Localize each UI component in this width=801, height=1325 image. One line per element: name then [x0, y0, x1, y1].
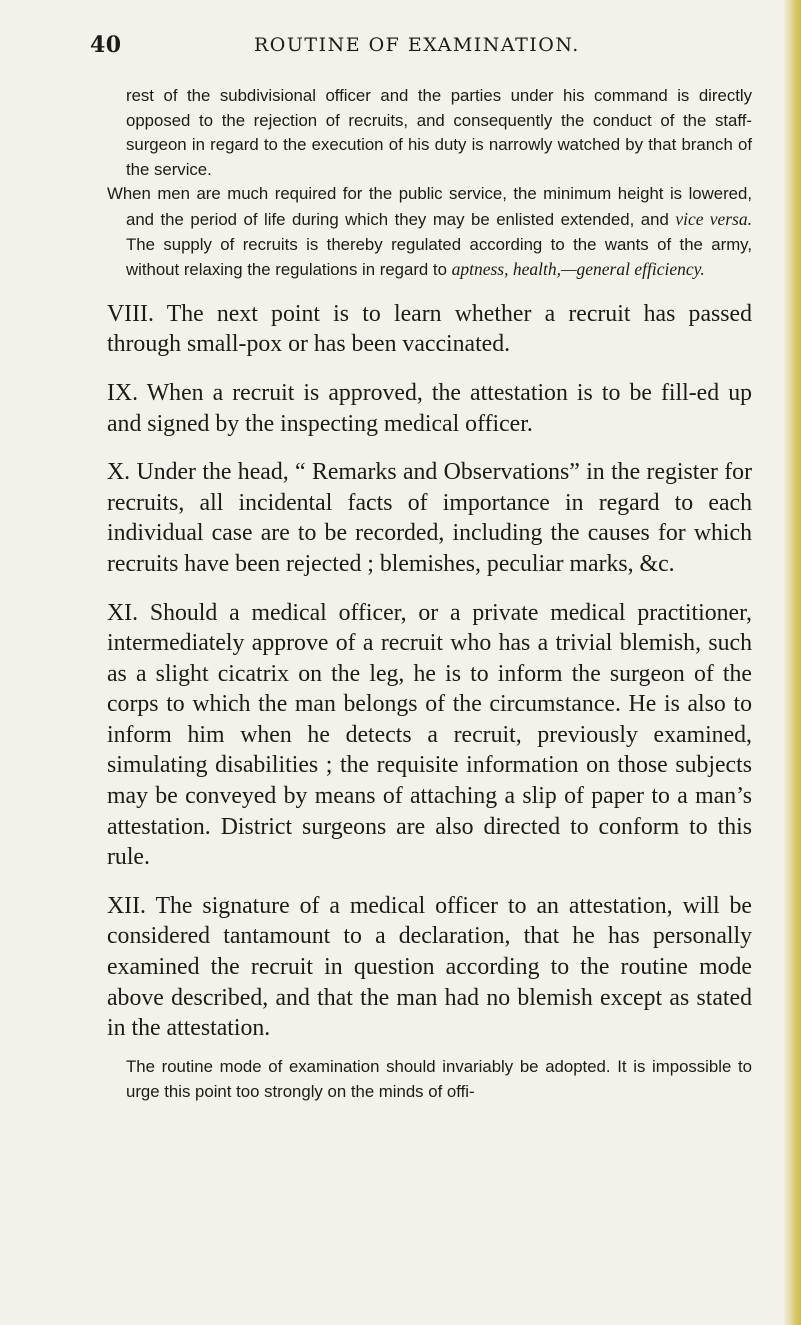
- item-x-number: X.: [107, 459, 131, 486]
- item-viii: [107, 299, 752, 360]
- item-x: [107, 457, 752, 579]
- page-edge: [783, 0, 801, 1325]
- item-viii-text: The next point is to learn whether a recruit has passed through small-pox or has been vaccinated.: [107, 300, 752, 358]
- vice-versa-emphasis: vice versa.: [675, 208, 752, 229]
- paragraph-when-men: [107, 182, 752, 282]
- paragraph-final: [107, 1054, 752, 1104]
- item-x-text: Under the head, “ Remarks and Observations” in the register for recruits, all incidental facts of importance in regard to each individual case are to be recorded, including the causes for which recruits have been rejected ; blemishes, peculiar marks, &c.: [107, 459, 752, 577]
- item-ix-text: When a recruit is approved, the attestation is to be fill-ed up and signed by the inspecting medical officer.: [107, 379, 752, 437]
- paragraph-when-text-a: When men are much required for the public service, the minimum height is lowered, and the period of life during which they may be enlisted extended, and: [107, 184, 752, 229]
- item-xi-text: Should a medical officer, or a private medical practitioner, intermediately approve of a recruit who has a trivial blemish, such as a slight cicatrix on the leg, he is to inform the surgeon of the corps to which the man belongs of the circumstance. He is also to inform him when he detects a recruit, previously examined, simulating disabilities ; the requisite information on those subjects may be conveyed by means of attaching a slip of paper to a man’s attestation. District surgeons are also directed to conform to this rule.: [107, 599, 752, 871]
- item-xi: [107, 598, 752, 873]
- item-ix-number: IX.: [107, 379, 139, 406]
- paragraph-rest-text: rest of the subdivisional officer and the parties under his command is directly opposed to the rejection of recruits, and consequently the conduct of the staff-surgeon in regard to the execution of his duty is narrowly watched by that branch of the service.: [126, 86, 752, 179]
- page-number: 40: [90, 32, 122, 58]
- item-ix: [107, 378, 752, 439]
- item-viii-number: VIII.: [107, 300, 154, 327]
- aptness-emphasis: aptness, health,—general efficiency.: [451, 259, 705, 280]
- paragraph-when-text-b: The supply of recruits is thereby regulated according to the wants of the army, without relaxing the regulations in regard to: [126, 234, 752, 280]
- paragraph-rest: [107, 84, 752, 182]
- item-xii: [107, 891, 752, 1044]
- paragraph-final-text: The routine mode of examination should invariably be adopted. It is impossible to urge this point too strongly on the minds of offi-: [126, 1056, 752, 1101]
- item-xi-number: XI.: [107, 599, 139, 626]
- running-head: ROUTINE OF EXAMINATION.: [254, 34, 580, 56]
- item-xii-number: XII.: [107, 892, 146, 919]
- item-xii-text: The signature of a medical officer to an attestation, will be considered tantamount to a declaration, that he has personally examined the recruit in question according to the routine mode above described, and that the man had no blemish except as stated in the attestation.: [107, 892, 752, 1042]
- page-header: [0, 32, 801, 68]
- page-body: [107, 84, 752, 1104]
